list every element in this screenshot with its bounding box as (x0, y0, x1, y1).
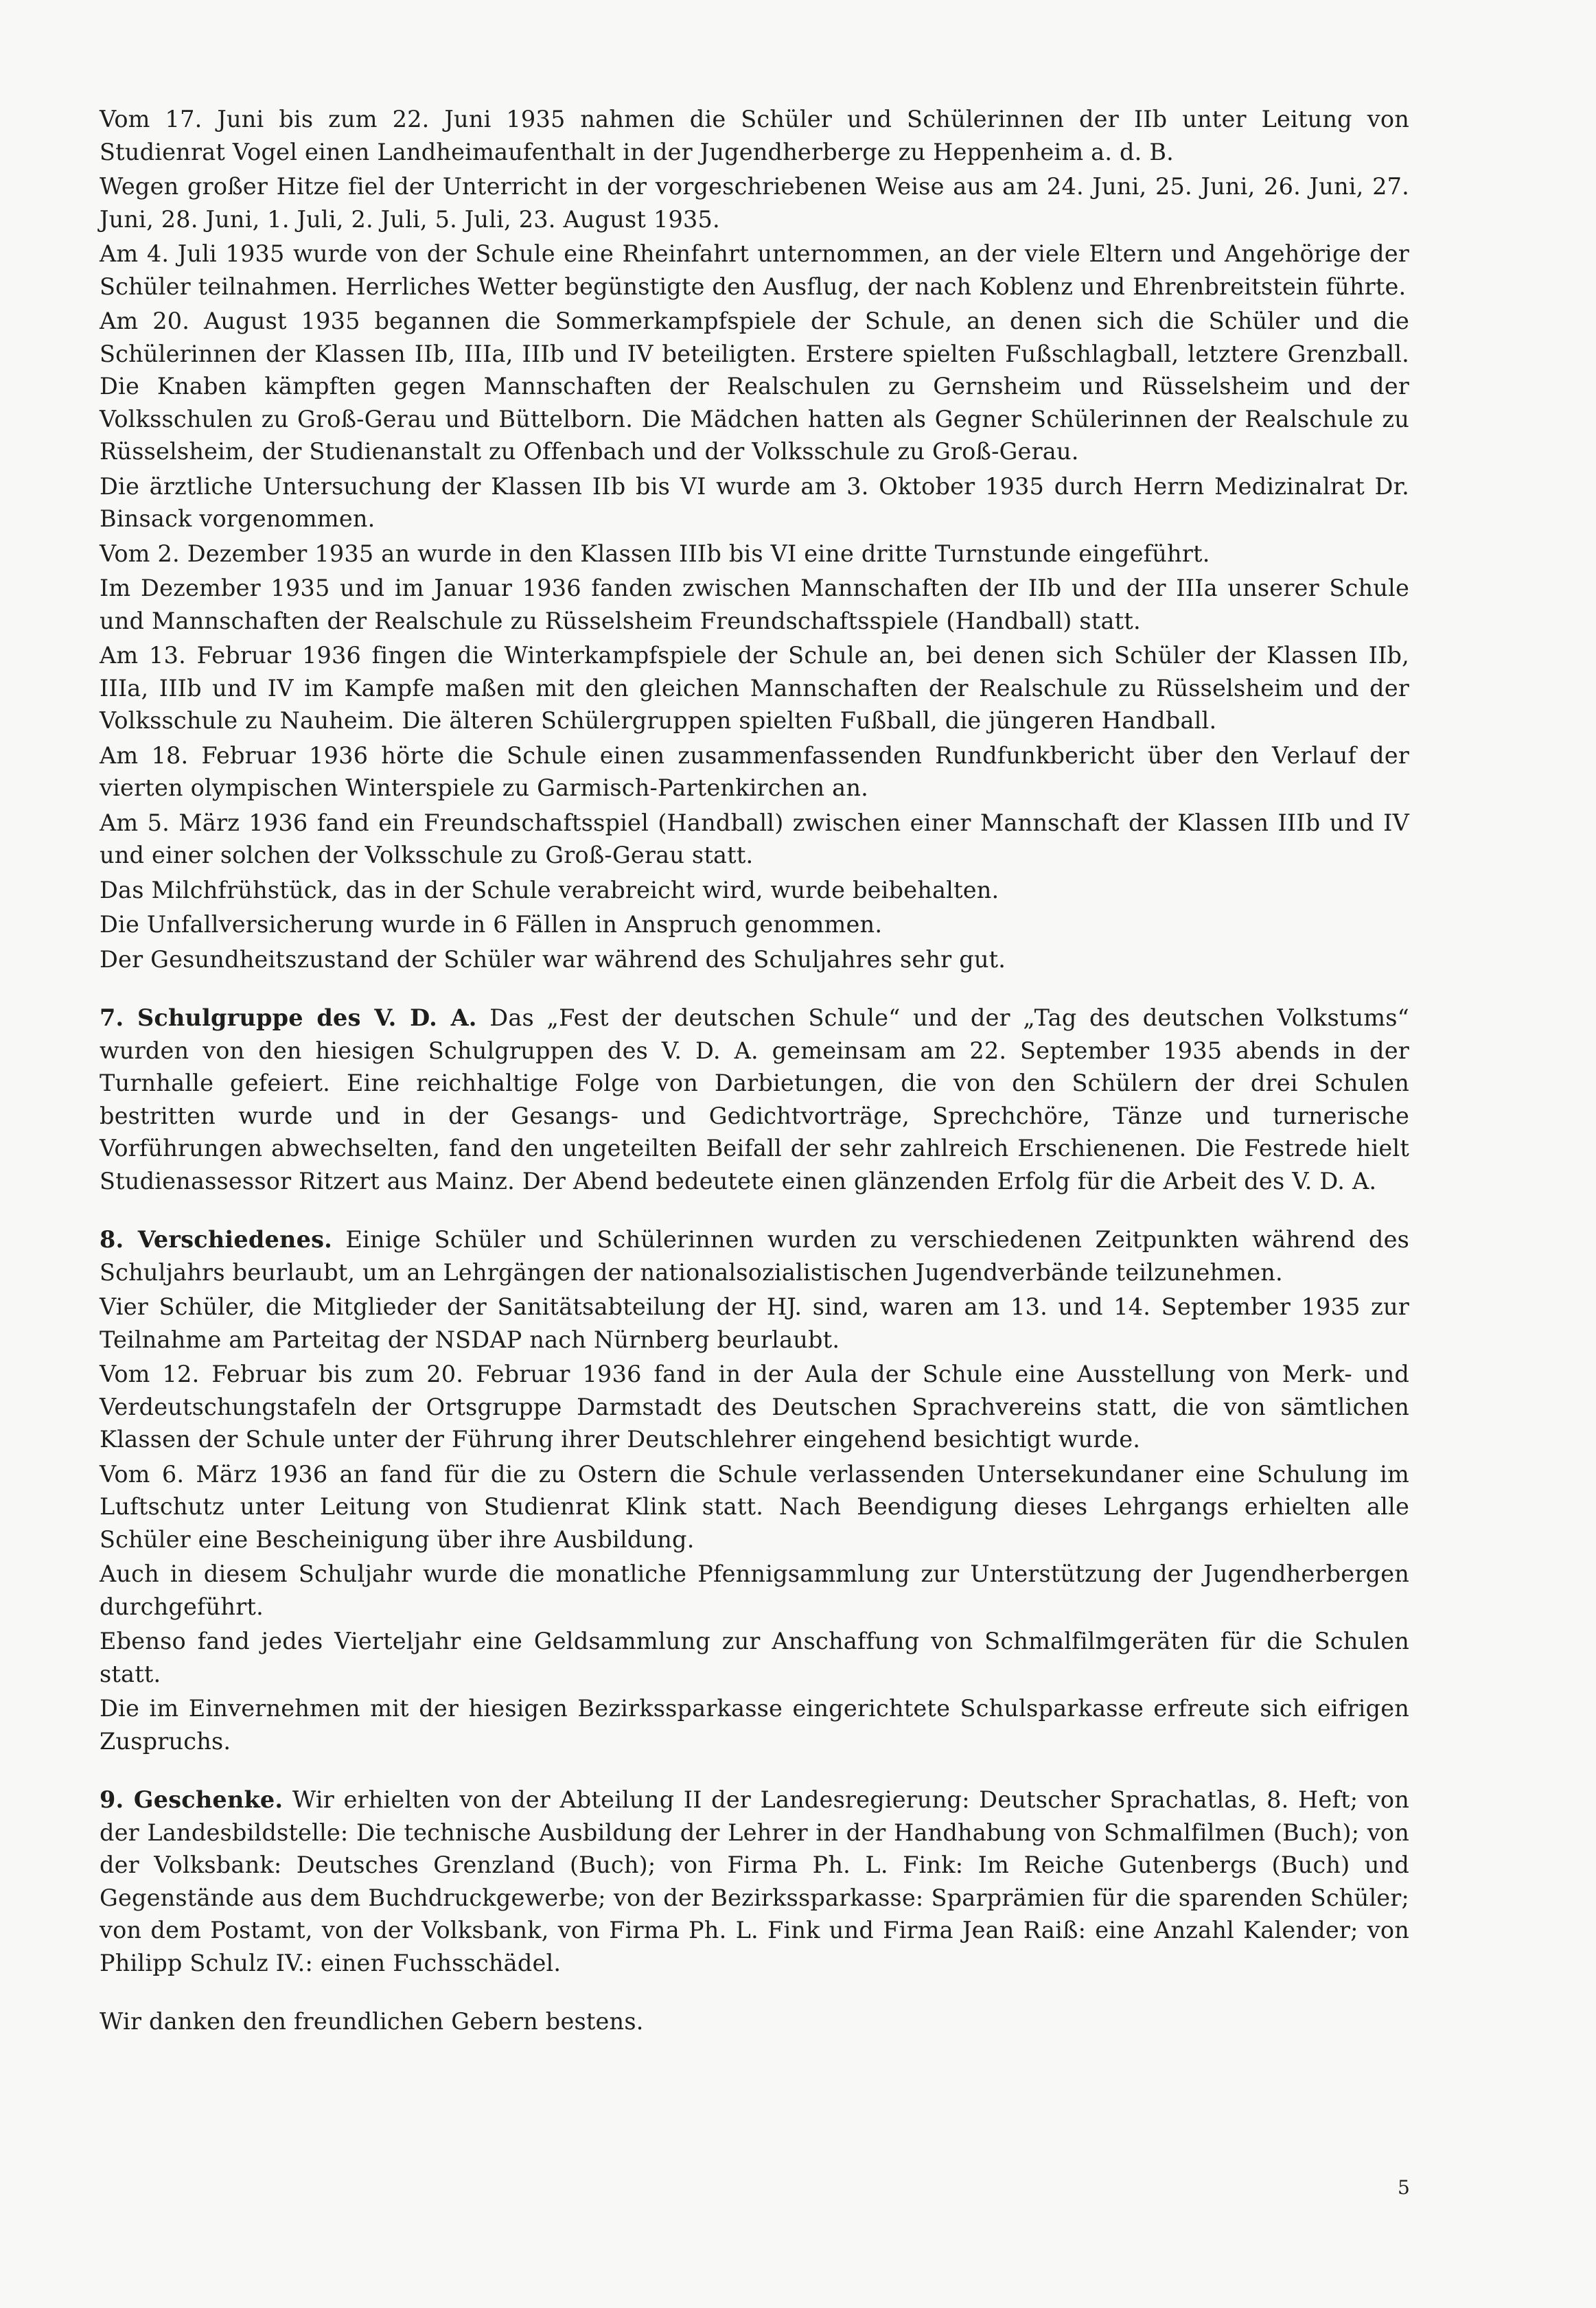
paragraph-gesundheitszustand: Der Gesundheitszustand der Schüler war während des Schuljahres sehr gut. (100, 945, 1006, 973)
section-9-heading: 9. Geschenke. (100, 1786, 284, 1813)
paragraph-parteitag: Vier Schüler, die Mitglieder der Sanitätsabteilung der HJ. sind, waren am 13. und 14. September 1935 zur Teilnahme am Parteitag der NSDAP nach Nürnberg beurlaubt. (100, 1293, 1409, 1353)
section-9-text: Wir erhielten von der Abteilung II der Landesregierung: Deutscher Sprachatlas, 8. Heft; von der Landesbildstelle: Die technische Ausbildung der Lehrer in der Handhabung von Schmalfilmen (Buch); von der Volksbank: Deutsches Grenzland (Buch); von Firma Ph. L. Fink: Im Reiche Gutenbergs (Buch) und Gegenstände aus dem Buchdruckgewerbe; von der Bezirkssparkasse: Sparprämien für die sparenden Schüler; von dem Postamt, von der Volksbank, von Firma Ph. L. Fink und Firma Jean Raiß: eine Anzahl Kalender; von Philipp Schulz IV.: einen Fuchsschädel. (100, 1786, 1409, 1976)
section-7 (100, 1002, 1409, 1197)
paragraph-untersuchung: Die ärztliche Untersuchung der Klassen IIb bis VI wurde am 3. Oktober 1935 durch Herrn Medizinalrat Dr. Binsack vorgenommen. (100, 472, 1409, 532)
paragraph-pfennigsammlung: Auch in diesem Schuljahr wurde die monatliche Pfennigsammlung zur Unterstützung der Jugendherbergen durchgeführt. (100, 1560, 1409, 1620)
paragraph-landheim: Vom 17. Juni bis zum 22. Juni 1935 nahmen die Schüler und Schülerinnen der IIb unter Leitung von Studienrat Vogel einen Landheimaufenthalt in der Jugendherberge zu Heppenheim a. d. B. (100, 106, 1409, 165)
section-7-heading: 7. Schulgruppe des V. D. A. (100, 1004, 477, 1031)
section-8 (100, 1223, 1409, 1289)
closing-line: Wir danken den freundlichen Gebern bestens. (100, 2008, 644, 2035)
paragraph-hitzefrei: Wegen großer Hitze fiel der Unterricht in der vorgeschriebenen Weise aus am 24. Juni, 25. Juni, 26. Juni, 27. Juni, 28. Juni, 1. Juli, 2. Juli, 5. Juli, 23. August 1935. (100, 173, 1409, 233)
paragraph-rheinfahrt: Am 4. Juli 1935 wurde von der Schule eine Rheinfahrt unternommen, an der viele Eltern und Angehörige der Schüler teilnahmen. Herrliches Wetter begünstigte den Ausflug, der nach Koblenz und Ehrenbreitstein führte. (100, 240, 1409, 300)
paragraph-sommerkampfspiele: Am 20. August 1935 begannen die Sommerkampfspiele der Schule, an denen sich die Schüler und die Schülerinnen der Klassen IIb, IIIa, IIIb und IV beteiligten. Erstere spielten Fußschlagball, letztere Grenzball. Die Knaben kämpften gegen Mannschaften der Realschulen zu Gernsheim und Rüsselsheim und der Volksschulen zu Groß-Gerau und Büttelborn. Die Mädchen hatten als Gegner Schülerinnen der Realschule zu Rüsselsheim, der Studienanstalt zu Offenbach und der Volksschule zu Groß-Gerau. (100, 308, 1409, 465)
paragraph-milchfruehstueck: Das Milchfrühstück, das in der Schule verabreicht wird, wurde beibehalten. (100, 876, 999, 903)
paragraph-geldsammlung: Ebenso fand jedes Vierteljahr eine Geldsammlung zur Anschaffung von Schmalfilmgeräten für die Schulen statt. (100, 1628, 1409, 1687)
paragraph-turnstunde: Vom 2. Dezember 1935 an wurde in den Klassen IIIb bis VI eine dritte Turnstunde eingeführt. (100, 540, 1210, 567)
page-content (100, 103, 1409, 2040)
paragraph-ausstellung: Vom 12. Februar bis zum 20. Februar 1936 fand in der Aula der Schule eine Ausstellung von Merk- und Verdeutschungstafeln der Ortsgruppe Darmstadt des Deutschen Sprachvereins statt, die von sämtlichen Klassen der Schule unter der Führung ihrer Deutschlehrer eingehend besichtigt wurde. (100, 1361, 1409, 1453)
paragraph-handballspiel: Am 5. März 1936 fand ein Freundschaftsspiel (Handball) zwischen einer Mannschaft der Klassen IIIb und IV und einer solchen der Volksschule zu Groß-Gerau statt. (100, 809, 1409, 868)
paragraph-schulsparkasse: Die im Einvernehmen mit der hiesigen Bezirkssparkasse eingerichtete Schulsparkasse erfreute sich eifrigen Zuspruchs. (100, 1695, 1409, 1755)
section-9 (100, 1784, 1409, 1979)
section-8-heading: 8. Verschiedenes. (100, 1226, 333, 1253)
paragraph-winterkampfspiele: Am 13. Februar 1936 fingen die Winterkampfspiele der Schule an, bei denen sich Schüler der Klassen IIb, IIIa, IIIb und IV im Kampfe maßen mit den gleichen Mannschaften der Realschule zu Rüsselsheim und der Volksschule zu Nauheim. Die älteren Schülergruppen spielten Fußball, die jüngeren Handball. (100, 642, 1409, 734)
paragraph-rundfunkbericht: Am 18. Februar 1936 hörte die Schule einen zusammenfassenden Rundfunkbericht über den Verlauf der vierten olympischen Winterspiele zu Garmisch-Partenkirchen an. (100, 741, 1409, 801)
paragraph-unfallversicherung: Die Unfallversicherung wurde in 6 Fällen in Anspruch genommen. (100, 911, 883, 938)
paragraph-luftschutz: Vom 6. März 1936 an fand für die zu Ostern die Schule verlassenden Untersekundaner eine Schulung im Luftschutz unter Leitung von Studienrat Klink statt. Nach Beendigung dieses Lehrgangs erhielten alle Schüler eine Bescheinigung über ihre Ausbildung. (100, 1460, 1409, 1553)
section-7-text: Das „Fest der deutschen Schule“ und der „Tag des deutschen Volkstums“ wurden von den hiesigen Schulgruppen des V. D. A. gemeinsam am 22. September 1935 abends in der Turnhalle gefeiert. Eine reichhaltige Folge von Darbietungen, die von den Schülern der drei Schulen bestritten wurde und in der Gesangs- und Gedichtvorträge, Sprechchöre, Tänze und turnerische Vorführungen abwechselten, fand den ungeteilten Beifall der sehr zahlreich Erschienenen. Die Festrede hielt Studienassessor Ritzert aus Mainz. Der Abend bedeutete einen glänzenden Erfolg für die Arbeit des V. D. A. (100, 1004, 1409, 1195)
paragraph-freundschaftsspiele: Im Dezember 1935 und im Januar 1936 fanden zwischen Mannschaften der IIb und der IIIa unserer Schule und Mannschaften der Realschule zu Rüsselsheim Freundschaftsspiele (Handball) statt. (100, 575, 1409, 634)
section-8-text: Einige Schüler und Schülerinnen wurden zu verschiedenen Zeitpunkten während des Schuljahrs beurlaubt, um an Lehrgängen der nationalsozialistischen Jugendverbände teilzunehmen. (100, 1226, 1409, 1286)
page-number: 5 (1398, 2176, 1410, 2199)
